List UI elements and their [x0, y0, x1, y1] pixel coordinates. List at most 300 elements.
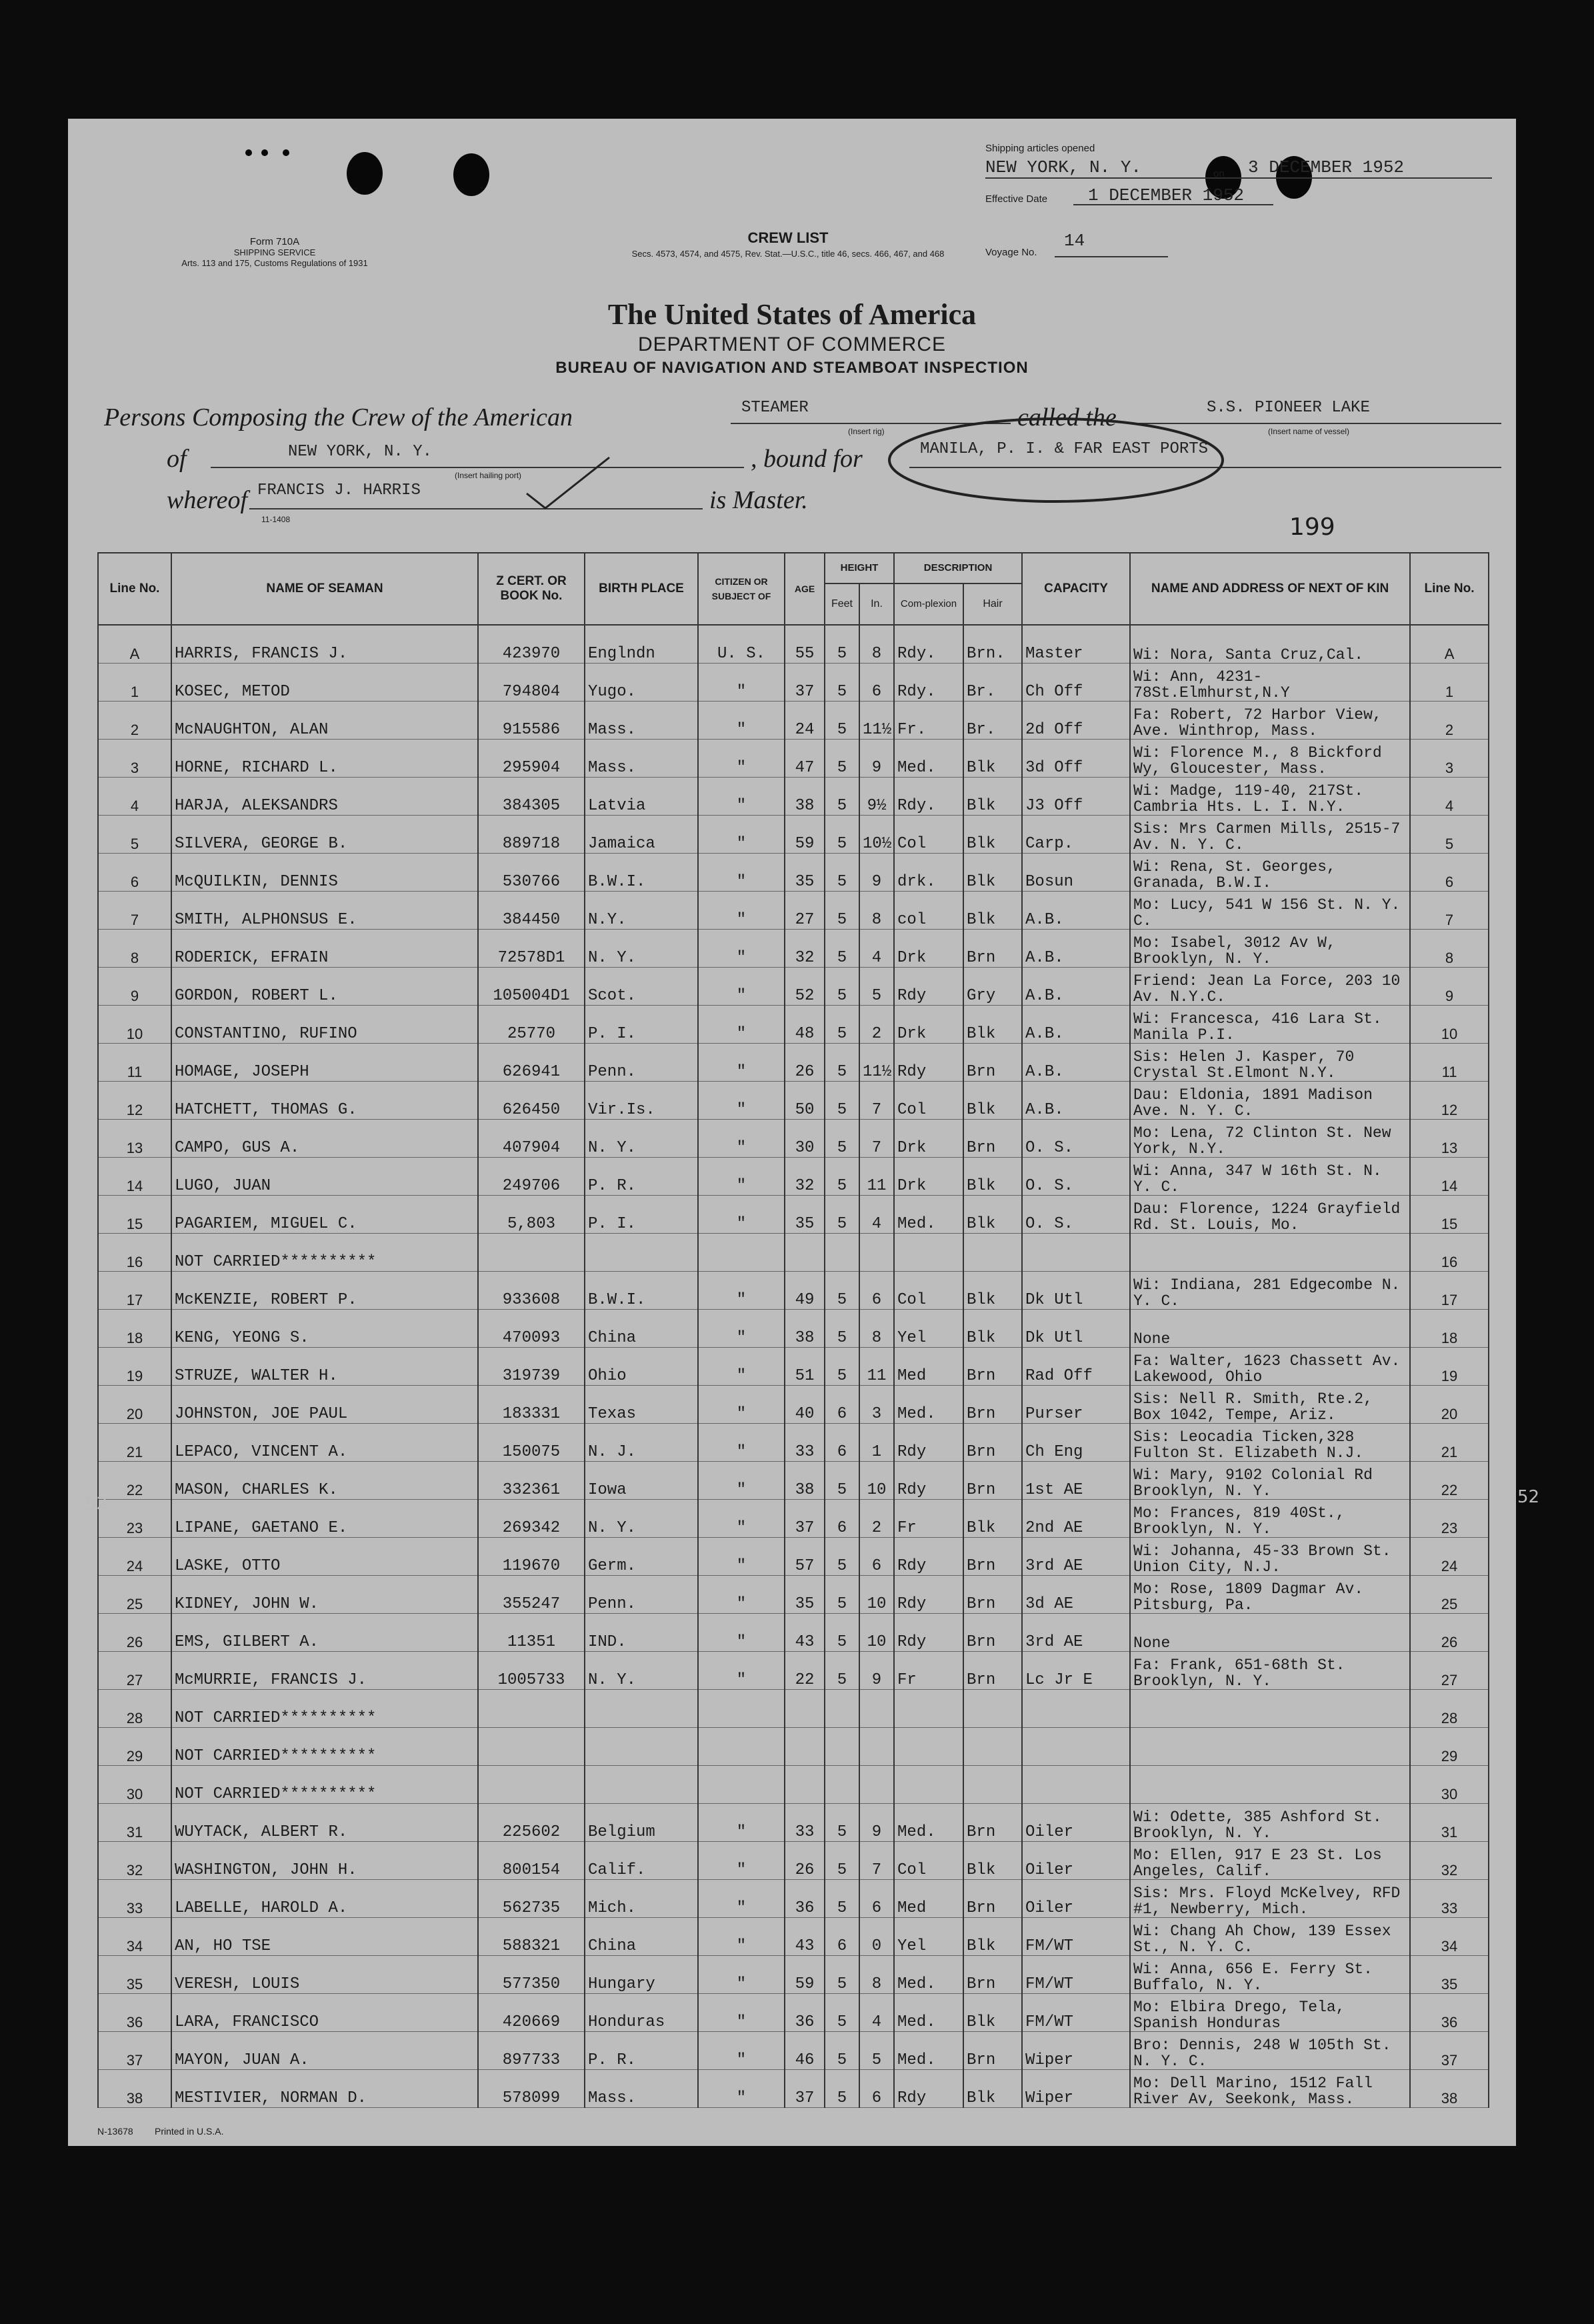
capacity: FM/WT — [1022, 1956, 1130, 1994]
height-inches: 7 — [859, 1120, 894, 1158]
hair: Brn — [963, 1538, 1022, 1576]
hair: Brn — [963, 1576, 1022, 1614]
voyage-label: Voyage No. — [985, 247, 1037, 258]
next-of-kin: Mo: Frances, 819 40St., Brooklyn, N. Y. — [1130, 1500, 1410, 1538]
complexion: Col — [894, 816, 963, 854]
seaman-name: STRUZE, WALTER H. — [171, 1348, 478, 1386]
capacity: Purser — [1022, 1386, 1130, 1424]
seaman-name: SILVERA, GEORGE B. — [171, 816, 478, 854]
line-number-right: 30 — [1410, 1766, 1489, 1804]
age: 32 — [785, 1158, 825, 1196]
citizenship — [698, 1234, 785, 1272]
height-feet: 5 — [825, 1006, 859, 1044]
table-row — [98, 892, 1489, 930]
hair: Blk — [963, 1006, 1022, 1044]
citizenship: " — [698, 2070, 785, 2108]
citizenship: " — [698, 816, 785, 854]
age: 33 — [785, 1804, 825, 1842]
table-row — [98, 778, 1489, 816]
hair: Br. — [963, 664, 1022, 702]
next-of-kin: Wi: Madge, 119-40, 217St. Cambria Hts. L. I. N.Y. — [1130, 778, 1410, 816]
insert-vessel-label: (Insert name of vessel) — [1268, 427, 1350, 436]
effective-date: 1 DECEMBER 1952 — [1088, 185, 1245, 205]
citizenship — [698, 1690, 785, 1728]
col-next-of-kin: NAME AND ADDRESS OF NEXT OF KIN — [1130, 553, 1410, 625]
height-feet: 5 — [825, 740, 859, 778]
table-row — [98, 1120, 1489, 1158]
age: 57 — [785, 1538, 825, 1576]
height-inches: 11 — [859, 1158, 894, 1196]
table-row — [98, 664, 1489, 702]
next-of-kin: Wi: Johanna, 45-33 Brown St. Union City, N.J. — [1130, 1538, 1410, 1576]
age: 36 — [785, 1880, 825, 1918]
hair: Blk — [963, 1500, 1022, 1538]
height-inches: 11½ — [859, 1044, 894, 1082]
height-feet: 5 — [825, 1614, 859, 1652]
height-feet: 5 — [825, 1652, 859, 1690]
complexion: Med. — [894, 2032, 963, 2070]
citizenship: " — [698, 1538, 785, 1576]
capacity: 1st AE — [1022, 1462, 1130, 1500]
hair: Blk — [963, 1918, 1022, 1956]
ink-dot — [283, 149, 289, 156]
complexion: Drk — [894, 1006, 963, 1044]
document-title: The United States of America — [607, 298, 977, 331]
line-number: 22 — [98, 1462, 171, 1500]
hair: Brn — [963, 2032, 1022, 2070]
birth-place: Penn. — [585, 1044, 698, 1082]
table-row — [98, 1994, 1489, 2032]
capacity — [1022, 1728, 1130, 1766]
line-number-right: A — [1410, 625, 1489, 664]
line-number-right: 18 — [1410, 1310, 1489, 1348]
table-row — [98, 1234, 1489, 1272]
citizenship: " — [698, 1956, 785, 1994]
line-number-right: 5 — [1410, 816, 1489, 854]
height-feet: 5 — [825, 1994, 859, 2032]
height-inches: 6 — [859, 664, 894, 702]
age: 26 — [785, 1044, 825, 1082]
complexion: Med — [894, 1348, 963, 1386]
cert-number — [478, 1234, 585, 1272]
line-number: 29 — [98, 1728, 171, 1766]
hair: Blk — [963, 1310, 1022, 1348]
seaman-name: McMURRIE, FRANCIS J. — [171, 1652, 478, 1690]
height-inches: 0 — [859, 1918, 894, 1956]
cert-number: 897733 — [478, 2032, 585, 2070]
complexion: Rdy — [894, 1424, 963, 1462]
birth-place — [585, 1690, 698, 1728]
birth-place: China — [585, 1918, 698, 1956]
height-feet: 6 — [825, 1386, 859, 1424]
table-row — [98, 1576, 1489, 1614]
next-of-kin: Wi: Anna, 656 E. Ferry St. Buffalo, N. Y. — [1130, 1956, 1410, 1994]
next-of-kin: Mo: Rose, 1809 Dagmar Av. Pitsburg, Pa. — [1130, 1576, 1410, 1614]
birth-place: N. Y. — [585, 930, 698, 968]
table-row — [98, 1956, 1489, 1994]
destination-circle-mark — [883, 412, 1229, 512]
next-of-kin: Mo: Elbira Drego, Tela, Spanish Honduras — [1130, 1994, 1410, 2032]
height-feet: 5 — [825, 892, 859, 930]
seaman-name: EMS, GILBERT A. — [171, 1614, 478, 1652]
line-number: 9 — [98, 968, 171, 1006]
citizenship: " — [698, 1918, 785, 1956]
hair: Blk — [963, 1196, 1022, 1234]
opened-on-label: on — [1213, 168, 1225, 179]
line-number: 1 — [98, 664, 171, 702]
age: 51 — [785, 1348, 825, 1386]
capacity: Oiler — [1022, 1842, 1130, 1880]
called-the-label: called the — [1017, 403, 1117, 431]
cert-number: 105004D1 — [478, 968, 585, 1006]
birth-place: Scot. — [585, 968, 698, 1006]
next-of-kin: Wi: Chang Ah Chow, 139 Essex St., N. Y. C. — [1130, 1918, 1410, 1956]
capacity: Master — [1022, 625, 1130, 664]
is-master-label: is Master. — [709, 486, 808, 514]
complexion: Drk — [894, 1120, 963, 1158]
age: 24 — [785, 702, 825, 740]
birth-place: Yugo. — [585, 664, 698, 702]
next-of-kin: None — [1130, 1614, 1410, 1652]
complexion: Med. — [894, 1804, 963, 1842]
citizenship: " — [698, 1842, 785, 1880]
line-number: 35 — [98, 1956, 171, 1994]
citizenship: " — [698, 1272, 785, 1310]
line-number-right: 3 — [1410, 740, 1489, 778]
hair: Gry — [963, 968, 1022, 1006]
hair: Blk — [963, 854, 1022, 892]
table-row — [98, 1842, 1489, 1880]
line-number: 20 — [98, 1386, 171, 1424]
complexion: Rdy — [894, 1044, 963, 1082]
capacity: A.B. — [1022, 968, 1130, 1006]
age: 35 — [785, 1576, 825, 1614]
master-name: FRANCIS J. HARRIS — [257, 481, 421, 499]
seaman-name: MASON, CHARLES K. — [171, 1462, 478, 1500]
crew-list-document — [68, 119, 1516, 2146]
seaman-name: HARJA, ALEKSANDRS — [171, 778, 478, 816]
cert-number: 626450 — [478, 1082, 585, 1120]
next-of-kin: Mo: Ellen, 917 E 23 St. Los Angeles, Calif. — [1130, 1842, 1410, 1880]
complexion: Fr — [894, 1652, 963, 1690]
page-number: 199 — [1289, 513, 1335, 541]
col-cert: Z CERT. OR BOOK No. — [478, 553, 585, 625]
citizenship: " — [698, 1424, 785, 1462]
capacity: A.B. — [1022, 1082, 1130, 1120]
table-row — [98, 702, 1489, 740]
table-row — [98, 1690, 1489, 1728]
next-of-kin: Mo: Lena, 72 Clinton St. New York, N.Y. — [1130, 1120, 1410, 1158]
hair: Blk — [963, 1842, 1022, 1880]
line-number: 4 — [98, 778, 171, 816]
line-number: 37 — [98, 2032, 171, 2070]
height-inches: 4 — [859, 1994, 894, 2032]
age: 49 — [785, 1272, 825, 1310]
citizenship: " — [698, 1386, 785, 1424]
cert-number: 530766 — [478, 854, 585, 892]
height-feet — [825, 1766, 859, 1804]
height-feet: 5 — [825, 1120, 859, 1158]
form-service: SHIPPING SERVICE — [233, 247, 316, 257]
table-row — [98, 2032, 1489, 2070]
cert-number: 72578D1 — [478, 930, 585, 968]
cert-number: 407904 — [478, 1120, 585, 1158]
next-of-kin: Wi: Odette, 385 Ashford St. Brooklyn, N. Y. — [1130, 1804, 1410, 1842]
citizenship: " — [698, 1044, 785, 1082]
col-line-no-right: Line No. — [1410, 553, 1489, 625]
height-feet: 5 — [825, 1538, 859, 1576]
insert-port-label: (Insert hailing port) — [455, 471, 522, 480]
cert-number: 225602 — [478, 1804, 585, 1842]
age: 27 — [785, 892, 825, 930]
seaman-name: HARRIS, FRANCIS J. — [171, 625, 478, 664]
birth-place: Penn. — [585, 1576, 698, 1614]
height-feet: 5 — [825, 2032, 859, 2070]
complexion: col — [894, 892, 963, 930]
height-feet: 5 — [825, 968, 859, 1006]
col-capacity: CAPACITY — [1022, 553, 1130, 625]
line-number: 12 — [98, 1082, 171, 1120]
form-number: Form 710A — [249, 236, 300, 247]
birth-place: Vir.Is. — [585, 1082, 698, 1120]
hair — [963, 1690, 1022, 1728]
col-complexion: Com-plexion — [894, 584, 963, 625]
col-birth-place: BIRTH PLACE — [585, 553, 698, 625]
birth-place: B.W.I. — [585, 1272, 698, 1310]
line-number-right: 25 — [1410, 1576, 1489, 1614]
height-feet: 5 — [825, 1880, 859, 1918]
height-inches: 8 — [859, 892, 894, 930]
cert-number: 577350 — [478, 1956, 585, 1994]
line-number-right: 33 — [1410, 1880, 1489, 1918]
age: 43 — [785, 1614, 825, 1652]
margin-note-right: 52 — [1517, 1487, 1540, 1507]
table-row — [98, 1082, 1489, 1120]
complexion: Med. — [894, 1956, 963, 1994]
form-code: 11-1408 — [261, 515, 291, 524]
hair: Brn — [963, 1614, 1022, 1652]
age — [785, 1234, 825, 1272]
complexion — [894, 1234, 963, 1272]
hair: Brn — [963, 1044, 1022, 1082]
birth-place — [585, 1766, 698, 1804]
citizenship: " — [698, 778, 785, 816]
height-inches: 11 — [859, 1348, 894, 1386]
cert-number — [478, 1766, 585, 1804]
seaman-name: RODERICK, EFRAIN — [171, 930, 478, 968]
line-number-right: 9 — [1410, 968, 1489, 1006]
cert-number: 588321 — [478, 1918, 585, 1956]
hair: Blk — [963, 740, 1022, 778]
complexion: Yel — [894, 1918, 963, 1956]
line-number: 3 — [98, 740, 171, 778]
capacity: J3 Off — [1022, 778, 1130, 816]
hair: Blk — [963, 2070, 1022, 2108]
line-number-right: 21 — [1410, 1424, 1489, 1462]
age: 33 — [785, 1424, 825, 1462]
seaman-name: WUYTACK, ALBERT R. — [171, 1804, 478, 1842]
seaman-name: HORNE, RICHARD L. — [171, 740, 478, 778]
capacity: Wiper — [1022, 2070, 1130, 2108]
line-number-right: 7 — [1410, 892, 1489, 930]
citizenship: " — [698, 664, 785, 702]
next-of-kin: Dau: Florence, 1224 Grayfield Rd. St. Louis, Mo. — [1130, 1196, 1410, 1234]
capacity: A.B. — [1022, 1006, 1130, 1044]
height-feet: 5 — [825, 664, 859, 702]
seaman-name: LASKE, OTTO — [171, 1538, 478, 1576]
capacity: Wiper — [1022, 2032, 1130, 2070]
line-number-right: 34 — [1410, 1918, 1489, 1956]
height-inches: 9½ — [859, 778, 894, 816]
cert-number: 150075 — [478, 1424, 585, 1462]
capacity: FM/WT — [1022, 1918, 1130, 1956]
line-number-right: 23 — [1410, 1500, 1489, 1538]
citizenship: " — [698, 1576, 785, 1614]
table-row — [98, 1614, 1489, 1652]
birth-place: N. J. — [585, 1424, 698, 1462]
capacity: Dk Utl — [1022, 1310, 1130, 1348]
table-row — [98, 1500, 1489, 1538]
col-age: AGE — [785, 553, 825, 625]
height-feet: 6 — [825, 1918, 859, 1956]
bound-for-destination: MANILA, P. I. & FAR EAST PORTS — [920, 440, 1209, 458]
line-number-right: 8 — [1410, 930, 1489, 968]
table-row — [98, 1538, 1489, 1576]
cert-number: 332361 — [478, 1462, 585, 1500]
height-inches: 7 — [859, 1082, 894, 1120]
height-feet: 5 — [825, 1158, 859, 1196]
punch-hole — [347, 152, 383, 195]
bound-for-label: , bound for — [751, 445, 863, 473]
line-number-right: 32 — [1410, 1842, 1489, 1880]
cert-number: 249706 — [478, 1158, 585, 1196]
citizenship: " — [698, 1348, 785, 1386]
effective-date-label: Effective Date — [985, 193, 1048, 205]
birth-place: Ohio — [585, 1348, 698, 1386]
birth-place: N. Y. — [585, 1120, 698, 1158]
birth-place: Hungary — [585, 1956, 698, 1994]
birth-place: Jamaica — [585, 816, 698, 854]
capacity: O. S. — [1022, 1196, 1130, 1234]
col-line-no: Line No. — [98, 553, 171, 625]
citizenship: " — [698, 1500, 785, 1538]
hair: Brn — [963, 1956, 1022, 1994]
hair: Br. — [963, 702, 1022, 740]
birth-place: P. R. — [585, 2032, 698, 2070]
complexion: Med — [894, 1880, 963, 1918]
age: 59 — [785, 1956, 825, 1994]
hair: Brn — [963, 1652, 1022, 1690]
line-number-right: 6 — [1410, 854, 1489, 892]
height-feet: 5 — [825, 702, 859, 740]
age: 50 — [785, 1082, 825, 1120]
cert-number: 319739 — [478, 1348, 585, 1386]
birth-place: Englndn — [585, 625, 698, 664]
citizenship — [698, 1766, 785, 1804]
line-number: 30 — [98, 1766, 171, 1804]
age: 30 — [785, 1120, 825, 1158]
capacity: 3d AE — [1022, 1576, 1130, 1614]
col-hair: Hair — [963, 584, 1022, 625]
line-number: 38 — [98, 2070, 171, 2108]
height-inches: 8 — [859, 1956, 894, 1994]
cert-number: 11351 — [478, 1614, 585, 1652]
height-inches: 1 — [859, 1424, 894, 1462]
age: 40 — [785, 1386, 825, 1424]
next-of-kin — [1130, 1690, 1410, 1728]
line-number-right: 15 — [1410, 1196, 1489, 1234]
table-row — [98, 1424, 1489, 1462]
line-number-right: 4 — [1410, 778, 1489, 816]
complexion: Col — [894, 1842, 963, 1880]
birth-place: Mich. — [585, 1880, 698, 1918]
age: 59 — [785, 816, 825, 854]
seaman-name: McQUILKIN, DENNIS — [171, 854, 478, 892]
age: 22 — [785, 1652, 825, 1690]
height-feet: 5 — [825, 1348, 859, 1386]
complexion: Rdy — [894, 2070, 963, 2108]
hair: Brn — [963, 1424, 1022, 1462]
line-number: 8 — [98, 930, 171, 968]
seaman-name: LIPANE, GAETANO E. — [171, 1500, 478, 1538]
capacity: Ch Off — [1022, 664, 1130, 702]
birth-place — [585, 1234, 698, 1272]
capacity — [1022, 1766, 1130, 1804]
next-of-kin: Sis: Mrs. Floyd McKelvey, RFD #1, Newberry, Mich. — [1130, 1880, 1410, 1918]
capacity: 2d Off — [1022, 702, 1130, 740]
line-number-right: 11 — [1410, 1044, 1489, 1082]
line-number: 19 — [98, 1348, 171, 1386]
cert-number: 915586 — [478, 702, 585, 740]
age — [785, 1690, 825, 1728]
height-feet: 5 — [825, 1576, 859, 1614]
line-number: 7 — [98, 892, 171, 930]
height-inches: 9 — [859, 1804, 894, 1842]
capacity: 3rd AE — [1022, 1538, 1130, 1576]
line-number-right: 16 — [1410, 1234, 1489, 1272]
birth-place: Mass. — [585, 740, 698, 778]
line-number: 24 — [98, 1538, 171, 1576]
seaman-name: McKENZIE, ROBERT P. — [171, 1272, 478, 1310]
height-feet: 5 — [825, 1082, 859, 1120]
seaman-name: MAYON, JUAN A. — [171, 2032, 478, 2070]
line-number: 15 — [98, 1196, 171, 1234]
height-inches: 2 — [859, 1006, 894, 1044]
complexion: Drk — [894, 1158, 963, 1196]
age: 46 — [785, 2032, 825, 2070]
birth-place: Germ. — [585, 1538, 698, 1576]
line-number-right: 17 — [1410, 1272, 1489, 1310]
line-number-right: 26 — [1410, 1614, 1489, 1652]
complexion: Rdy — [894, 968, 963, 1006]
capacity: A.B. — [1022, 892, 1130, 930]
citizenship: " — [698, 1310, 785, 1348]
table-row — [98, 1652, 1489, 1690]
height-feet: 6 — [825, 1500, 859, 1538]
crew-list-label: CREW LIST — [747, 229, 829, 246]
line-number: 17 — [98, 1272, 171, 1310]
birth-place: N.Y. — [585, 892, 698, 930]
height-feet — [825, 1728, 859, 1766]
cert-number: 420669 — [478, 1994, 585, 2032]
line-number: A — [98, 625, 171, 664]
hair: Blk — [963, 1994, 1022, 2032]
next-of-kin: Wi: Mary, 9102 Colonial Rd Brooklyn, N. Y. — [1130, 1462, 1410, 1500]
capacity: Carp. — [1022, 816, 1130, 854]
table-row — [98, 1348, 1489, 1386]
seaman-name: SMITH, ALPHONSUS E. — [171, 892, 478, 930]
next-of-kin: Sis: Leocadia Ticken,328 Fulton St. Elizabeth N.J. — [1130, 1424, 1410, 1462]
